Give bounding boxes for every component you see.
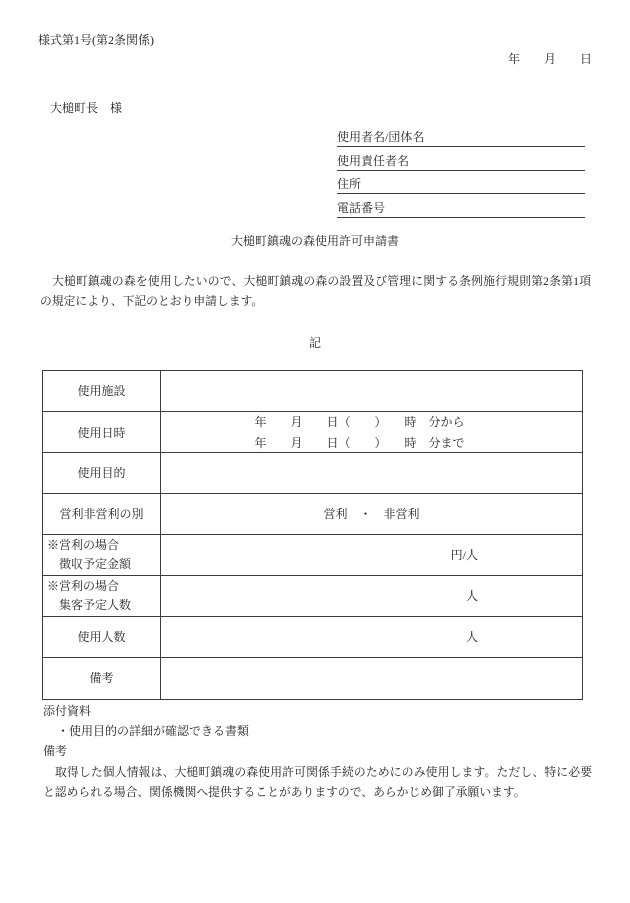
document-title: 大槌町鎮魂の森使用許可申請書 <box>230 234 399 248</box>
purpose-value-cell[interactable] <box>161 453 582 493</box>
phone-field[interactable] <box>337 194 585 217</box>
remarks-row-label: 備考 <box>43 658 161 699</box>
attachments-heading: 添付資料 <box>43 704 92 718</box>
address-field[interactable] <box>337 171 585 194</box>
datetime-value-cell[interactable] <box>161 412 582 454</box>
table-row-expected-attendance <box>43 576 582 617</box>
number-of-users-label: 使用人数 <box>43 617 161 657</box>
ki-heading: 記 <box>308 336 321 350</box>
fee-label-line2: 徴収予定金額 <box>47 557 132 571</box>
profit-type-label: 営利非営利の別 <box>43 494 161 534</box>
table-row-profit-type <box>43 494 582 535</box>
facility-value-cell[interactable] <box>161 371 582 411</box>
remarks-line1: 取得した個人情報は、大槌町鎮魂の森使用許可関係手続のためにのみ使用します。ただし、特に必要 <box>43 765 592 779</box>
responsible-person-label: 使用責任者名 <box>337 153 410 168</box>
address-label: 住所 <box>337 177 362 192</box>
expected-attendance-value-cell[interactable]: 人 <box>465 588 478 603</box>
form-number: 様式第1号(第2条関係) <box>38 33 154 47</box>
profit-type-value-cell[interactable]: 営利 ・ 非営利 <box>323 506 420 521</box>
application-date-blank: 年 月 日 <box>507 52 592 66</box>
applicant-name-label: 使用者名/団体名 <box>337 130 425 145</box>
table-row-facility <box>43 371 582 412</box>
addressee-line: 大槌町長 様 <box>50 101 123 115</box>
attachments-item: ・使用目的の詳細が確認できる書類 <box>57 724 250 738</box>
expected-attendance-label <box>43 576 161 616</box>
table-row-purpose <box>43 453 582 494</box>
table-row-datetime <box>43 412 582 453</box>
datetime-to-line: 年 月 日（ ） 時 分まで <box>254 436 465 450</box>
facility-label: 使用施設 <box>43 371 161 411</box>
fee-label-line1: ※営利の場合 <box>47 538 120 552</box>
phone-label: 電話番号 <box>337 200 386 215</box>
table-row-number-of-users <box>43 617 582 658</box>
applicant-fields <box>337 124 585 218</box>
fee-per-person-value-cell[interactable]: 円/人 <box>450 547 478 562</box>
remarks-heading: 備考 <box>43 744 68 758</box>
application-statement <box>40 271 591 311</box>
number-of-users-value-cell[interactable]: 人 <box>465 629 478 644</box>
attendance-label-line2: 集客予定人数 <box>47 598 132 612</box>
application-statement-line1: 大槌町鎮魂の森を使用したいので、大槌町鎮魂の森の設置及び管理に関する条例施行規則第2条第1項 <box>40 274 591 288</box>
remarks-line2: と認められる場合、関係機関へ提供することがありますので、あらかじめ御了承願います。 <box>43 785 526 799</box>
remarks-value-cell[interactable] <box>161 658 582 699</box>
fee-per-person-label <box>43 535 161 575</box>
purpose-label: 使用目的 <box>43 453 161 493</box>
attendance-label-line1: ※営利の場合 <box>47 579 120 593</box>
table-row-remarks <box>43 658 582 699</box>
table-row-fee-per-person <box>43 535 582 576</box>
application-table <box>42 370 583 700</box>
datetime-from-line: 年 月 日（ ） 時 分から <box>254 415 465 429</box>
datetime-label: 使用日時 <box>43 412 161 454</box>
applicant-name-field[interactable] <box>337 124 585 147</box>
remarks-paragraph <box>43 762 592 802</box>
responsible-person-field[interactable] <box>337 147 585 170</box>
application-statement-line2: の規定により、下記のとおり申請します。 <box>40 294 264 308</box>
